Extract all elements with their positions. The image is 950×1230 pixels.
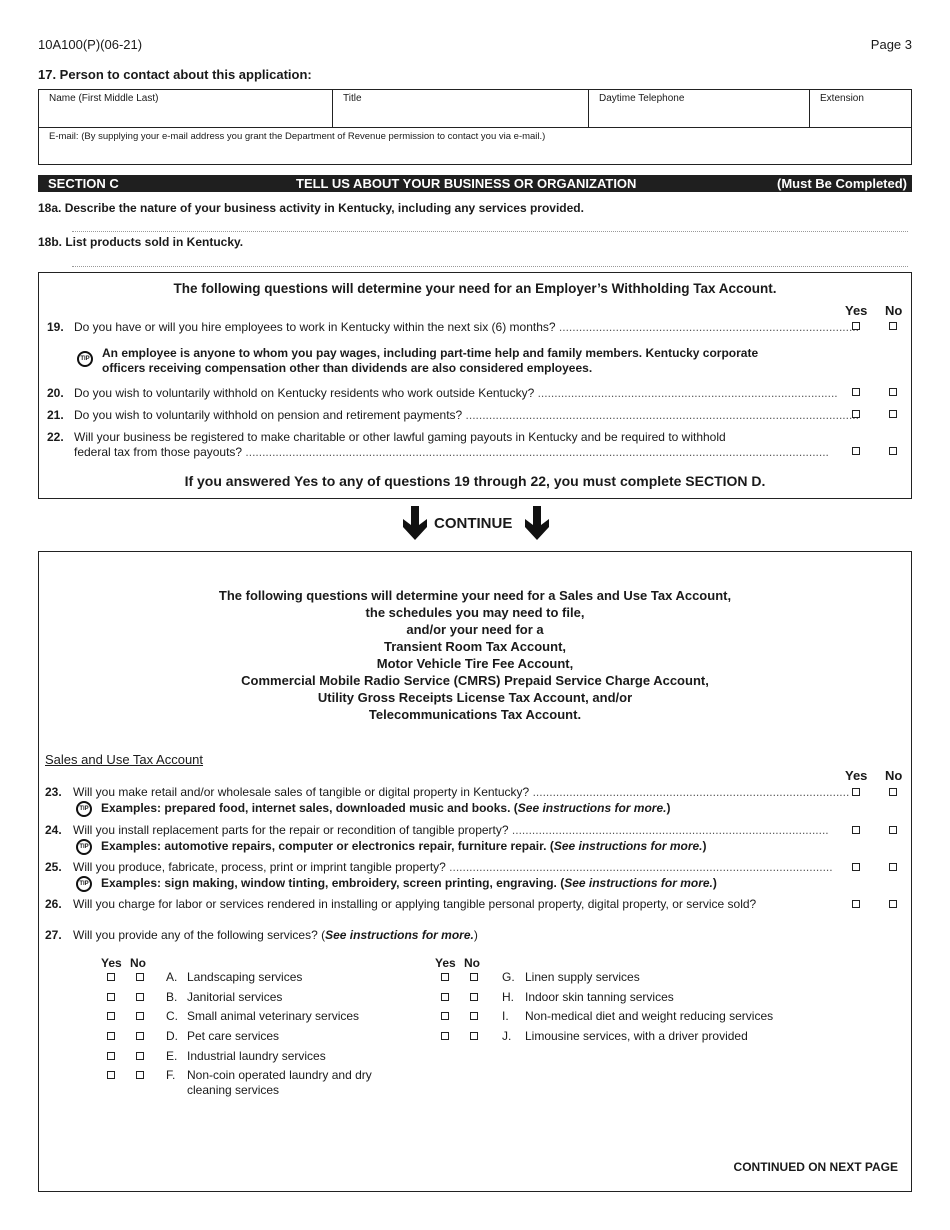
sales-intro-line: Transient Room Tax Account, — [383, 639, 567, 654]
service-f-text: Non-coin operated laundry and dry — [187, 1068, 372, 1082]
service-i-text: Non-medical diet and weight reducing services — [525, 1009, 774, 1023]
sales-intro-line: the schedules you may need to file, — [365, 605, 585, 620]
service-c-letter: C. — [166, 1009, 178, 1023]
section-c-label: SECTION C — [48, 176, 119, 191]
q20-text: Do you wish to voluntarily withhold on Kentucky residents who work outside Kentucky? .......................................................................................... — [74, 386, 838, 400]
q24-text: Will you install replacement parts for the repair or recondition of tangible property? ............................................................................................... — [73, 823, 829, 837]
email-label: E-mail: (By supplying your e-mail address you grant the Department of Revenue permission to contact you via e-mail.) — [49, 131, 546, 142]
q27-number: 27. — [45, 928, 62, 942]
q22-text-line2: federal tax from those payouts? ............................................................................................................................................................................... — [74, 445, 829, 459]
sales-intro-line: Motor Vehicle Tire Fee Account, — [376, 656, 574, 671]
service-e-letter: E. — [166, 1049, 178, 1063]
service-g-letter: G. — [502, 970, 515, 984]
extension-label: Extension — [820, 93, 864, 104]
q24-tip: Examples: automotive repairs, computer or electronics repair, furniture repair. (See instructions for more.) — [101, 839, 707, 853]
phone-field[interactable] — [589, 90, 810, 127]
title-label: Title — [343, 93, 362, 104]
service-c-no-checkbox[interactable] — [136, 1012, 144, 1020]
q23-number: 23. — [45, 785, 62, 799]
q20-yes-checkbox[interactable] — [852, 388, 860, 396]
q22-yes-checkbox[interactable] — [852, 447, 860, 455]
withholding-box — [38, 272, 912, 499]
service-j-letter: J. — [502, 1029, 512, 1043]
q27-text: Will you provide any of the following services? (See instructions for more.) — [73, 928, 478, 942]
q21-no-checkbox[interactable] — [889, 410, 897, 418]
service-a-yes-checkbox[interactable] — [107, 973, 115, 981]
q23-tip: Examples: prepared food, internet sales, downloaded music and books. (See instructions for more.) — [101, 801, 671, 815]
withholding-footer: If you answered Yes to any of questions 19 through 22, you must complete SECTION D. — [184, 473, 766, 489]
section-c-note: (Must Be Completed) — [777, 176, 907, 191]
q17-label: 17. Person to contact about this application: — [38, 67, 312, 82]
service-e-no-checkbox[interactable] — [136, 1052, 144, 1060]
name-label: Name (First Middle Last) — [49, 93, 159, 104]
q22-number: 22. — [47, 430, 64, 444]
service-b-no-checkbox[interactable] — [136, 993, 144, 1001]
q21-text: Do you wish to voluntarily withhold on pension and retirement payments? ...................................................................................................................... — [74, 408, 859, 422]
service-h-letter: H. — [502, 990, 514, 1004]
q18b-answer-line[interactable] — [72, 266, 908, 267]
service-i-letter: I. — [502, 1009, 509, 1023]
services-yes-header: Yes — [435, 956, 456, 970]
service-a-text: Landscaping services — [187, 970, 303, 984]
service-g-no-checkbox[interactable] — [470, 973, 478, 981]
service-d-letter: D. — [166, 1029, 178, 1043]
sales-subhead: Sales and Use Tax Account — [45, 752, 204, 767]
service-d-no-checkbox[interactable] — [136, 1032, 144, 1040]
extension-field[interactable] — [810, 90, 910, 127]
yes-header: Yes — [845, 768, 868, 783]
service-h-text: Indoor skin tanning services — [525, 990, 674, 1004]
service-f-yes-checkbox[interactable] — [107, 1071, 115, 1079]
service-h-yes-checkbox[interactable] — [441, 993, 449, 1001]
service-f-no-checkbox[interactable] — [136, 1071, 144, 1079]
service-d-text: Pet care services — [187, 1029, 280, 1043]
q26-number: 26. — [45, 897, 62, 911]
withholding-heading: The following questions will determine your need for an Employer’s Withholding Tax Account. — [173, 281, 777, 296]
service-i-no-checkbox[interactable] — [470, 1012, 478, 1020]
service-b-letter: B. — [166, 990, 178, 1004]
q18a-label: 18a. Describe the nature of your business activity in Kentucky, including any services provided. — [38, 201, 584, 215]
section-c-bar — [38, 175, 912, 192]
continue-label: CONTINUE — [434, 515, 513, 532]
q22-text-line1: Will your business be registered to make charitable or other lawful gaming payouts in Kentucky and be required to withhold — [74, 430, 726, 444]
service-f-letter: F. — [166, 1068, 176, 1082]
services-no-header: No — [464, 956, 480, 970]
service-a-no-checkbox[interactable] — [136, 973, 144, 981]
services-yes-header: Yes — [101, 956, 122, 970]
q20-number: 20. — [47, 386, 64, 400]
sales-intro-line: The following questions will determine your need for a Sales and Use Tax Account, — [218, 588, 732, 603]
contact-box — [38, 89, 912, 165]
q26-text: Will you charge for labor or services rendered in installing or applying tangible personal property, digital property, or service sold? — [73, 897, 757, 911]
yes-header: Yes — [845, 303, 868, 318]
service-f-text-line2: cleaning services — [187, 1083, 280, 1097]
q22-no-checkbox[interactable] — [889, 447, 897, 455]
service-b-yes-checkbox[interactable] — [107, 993, 115, 1001]
q18b-label: 18b. List products sold in Kentucky. — [38, 235, 244, 249]
section-c-title: TELL US ABOUT YOUR BUSINESS OR ORGANIZATION — [296, 176, 637, 191]
q19-yes-checkbox[interactable] — [852, 322, 860, 330]
sales-intro — [39, 587, 911, 723]
q19-no-checkbox[interactable] — [889, 322, 897, 330]
down-arrow-icon — [522, 506, 552, 540]
tip-text-line1: An employee is anyone to whom you pay wages, including part-time help and family members. Kentucky corporate — [102, 346, 759, 360]
sales-intro-line: and/or your need for a — [406, 622, 544, 637]
sales-intro-line: Utility Gross Receipts License Tax Account, and/or — [317, 690, 633, 705]
service-e-text: Industrial laundry services — [187, 1049, 326, 1063]
service-a-letter: A. — [166, 970, 178, 984]
form-id: 10A100(P)(06-21) — [38, 37, 143, 52]
q18a-answer-line[interactable] — [72, 231, 908, 232]
sales-intro-line: Telecommunications Tax Account. — [368, 707, 582, 722]
service-d-yes-checkbox[interactable] — [107, 1032, 115, 1040]
email-field[interactable] — [39, 127, 911, 164]
title-field[interactable] — [333, 90, 589, 127]
no-header: No — [885, 768, 903, 783]
q20-no-checkbox[interactable] — [889, 388, 897, 396]
q24-number: 24. — [45, 823, 62, 837]
tip-icon: TIP — [77, 351, 93, 367]
phone-label: Daytime Telephone — [599, 93, 685, 104]
services-no-header: No — [130, 956, 146, 970]
q23-no-checkbox[interactable] — [889, 788, 897, 796]
continued-next-page: CONTINUED ON NEXT PAGE — [733, 1160, 898, 1174]
tip-text-line2: officers receiving compensation other than dividends are also considered employees. — [102, 361, 593, 375]
page-number: Page 3 — [870, 37, 912, 52]
q24-no-checkbox[interactable] — [889, 826, 897, 834]
q21-number: 21. — [47, 408, 64, 422]
q23-text: Will you make retail and/or wholesale sales of tangible or digital property in Kentucky? ............................................................................................... — [73, 785, 850, 799]
service-j-yes-checkbox[interactable] — [441, 1032, 449, 1040]
q25-yes-checkbox[interactable] — [852, 863, 860, 871]
tip-icon: TIP — [76, 801, 92, 817]
service-g-text: Linen supply services — [525, 970, 640, 984]
q23-yes-checkbox[interactable] — [852, 788, 860, 796]
service-i-yes-checkbox[interactable] — [441, 1012, 449, 1020]
service-j-text: Limousine services, with a driver provided — [525, 1029, 748, 1043]
q26-yes-checkbox[interactable] — [852, 900, 860, 908]
service-g-yes-checkbox[interactable] — [441, 973, 449, 981]
down-arrow-icon — [400, 506, 430, 540]
no-header: No — [885, 303, 903, 318]
service-c-yes-checkbox[interactable] — [107, 1012, 115, 1020]
service-e-yes-checkbox[interactable] — [107, 1052, 115, 1060]
service-c-text: Small animal veterinary services — [187, 1009, 360, 1023]
q25-no-checkbox[interactable] — [889, 863, 897, 871]
tip-icon: TIP — [76, 876, 92, 892]
q21-yes-checkbox[interactable] — [852, 410, 860, 418]
tip-icon: TIP — [76, 839, 92, 855]
q25-number: 25. — [45, 860, 62, 874]
service-j-no-checkbox[interactable] — [470, 1032, 478, 1040]
q19-number: 19. — [47, 320, 64, 334]
q25-tip: Examples: sign making, window tinting, embroidery, screen printing, engraving. (See instructions for more.) — [101, 876, 717, 890]
sales-box — [38, 551, 912, 1192]
service-b-text: Janitorial services — [187, 990, 283, 1004]
q19-text: Do you have or will you hire employees to work in Kentucky within the next six (6) months? .......................................................................................... — [74, 320, 859, 334]
name-field[interactable] — [39, 90, 333, 127]
q25-text: Will you produce, fabricate, process, print or imprint tangible property? ................................................................................................................... — [73, 860, 833, 874]
q24-yes-checkbox[interactable] — [852, 826, 860, 834]
sales-intro-line: Commercial Mobile Radio Service (CMRS) Prepaid Service Charge Account, — [241, 673, 709, 688]
service-h-no-checkbox[interactable] — [470, 993, 478, 1001]
q26-no-checkbox[interactable] — [889, 900, 897, 908]
